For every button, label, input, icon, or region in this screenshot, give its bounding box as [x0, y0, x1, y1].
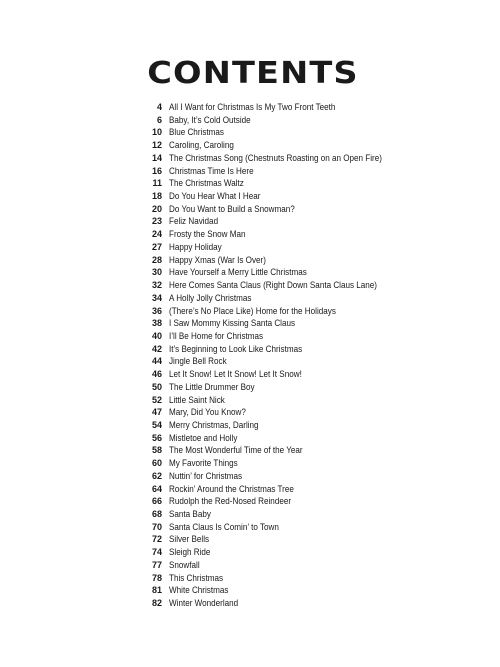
- toc-entry[interactable]: [140, 572, 406, 585]
- toc-song-title: Mistletoe and Holly: [169, 432, 238, 443]
- toc-page-number: 14: [151, 152, 162, 163]
- toc-song-title: Happy Xmas (War Is Over): [169, 254, 266, 265]
- toc-song-title: Have Yourself a Merry Little Christmas: [169, 267, 307, 278]
- toc-entry[interactable]: [140, 559, 406, 572]
- toc-song-title: Rockin’ Around the Christmas Tree: [169, 483, 294, 494]
- toc-page-number: 77: [151, 559, 162, 570]
- toc-page-number: 66: [151, 496, 162, 507]
- toc-song-title: Santa Baby: [169, 509, 211, 519]
- toc-entry[interactable]: [140, 152, 406, 165]
- toc-entry[interactable]: [140, 330, 406, 343]
- toc-song-title: Silver Bells: [169, 534, 210, 545]
- toc-song-title: The Most Wonderful Time of the Year: [169, 445, 303, 456]
- toc-entry[interactable]: [140, 419, 406, 432]
- toc-page-number: 12: [151, 140, 162, 151]
- toc-page-number: 78: [151, 572, 162, 583]
- page-title: CONTENTS: [147, 56, 359, 91]
- toc-page-number: 18: [151, 191, 162, 202]
- toc-page-number: 42: [151, 343, 162, 354]
- toc-entry[interactable]: [140, 254, 406, 267]
- toc-page-number: 58: [151, 445, 162, 456]
- toc-entry[interactable]: [140, 508, 406, 521]
- toc-page-number: 52: [151, 394, 162, 405]
- toc-song-title: This Christmas: [169, 572, 224, 583]
- toc-song-title: Let It Snow! Let It Snow! Let It Snow!: [169, 369, 302, 380]
- toc-song-title: Do You Hear What I Hear: [169, 191, 261, 202]
- toc-entry[interactable]: [140, 483, 406, 496]
- toc-page-number: 64: [151, 483, 162, 494]
- toc-song-title: Santa Claus Is Comin’ to Town: [169, 521, 279, 532]
- toc-song-title: The Christmas Song (Chestnuts Roasting on an Open Fire): [169, 152, 382, 163]
- toc-page-number: 60: [151, 458, 162, 469]
- toc-entry[interactable]: [140, 165, 406, 178]
- toc-page-number: 16: [151, 165, 162, 176]
- toc-entry[interactable]: [140, 355, 406, 368]
- toc-page-number: 62: [151, 470, 162, 481]
- toc-page-number: 20: [151, 203, 162, 214]
- toc-entry[interactable]: [140, 305, 406, 318]
- toc-entry[interactable]: [140, 241, 406, 254]
- toc-song-title: My Favorite Things: [169, 458, 238, 469]
- toc-entry[interactable]: [140, 228, 406, 241]
- toc-entry[interactable]: [140, 533, 406, 546]
- toc-song-title: Frosty the Snow Man: [169, 229, 246, 240]
- toc-page-number: 46: [151, 369, 162, 380]
- toc-entry[interactable]: [140, 546, 406, 559]
- toc-page-number: 6: [156, 114, 162, 125]
- toc-entry[interactable]: [140, 368, 406, 381]
- toc-song-title: Baby, It’s Cold Outside: [169, 114, 251, 125]
- toc-song-title: Snowfall: [169, 559, 200, 570]
- toc-song-title: White Christmas: [169, 585, 229, 596]
- toc-page-number: 36: [151, 305, 162, 316]
- toc-entry[interactable]: [140, 394, 406, 407]
- toc-entry[interactable]: [140, 457, 406, 470]
- toc-entry[interactable]: [140, 279, 406, 292]
- toc-page-number: 56: [151, 432, 162, 443]
- toc-entry[interactable]: [140, 126, 406, 139]
- toc-song-title: I Saw Mommy Kissing Santa Claus: [169, 318, 296, 329]
- toc-page-number: 10: [151, 127, 162, 138]
- toc-entry[interactable]: [140, 139, 406, 152]
- toc-song-title: All I Want for Christmas Is My Two Front Teeth: [169, 102, 336, 112]
- toc-page-number: 30: [151, 267, 162, 278]
- toc-entry[interactable]: [140, 597, 406, 610]
- toc-page-number: 24: [151, 229, 162, 240]
- toc-song-title: Rudolph the Red-Nosed Reindeer: [169, 496, 292, 507]
- toc-page-number: 72: [151, 534, 162, 545]
- toc-song-title: Caroling, Caroling: [169, 140, 234, 151]
- toc-song-title: Winter Wonderland: [169, 598, 239, 609]
- toc-song-title: (There’s No Place Like) Home for the Holidays: [169, 305, 336, 316]
- toc-entry[interactable]: [140, 266, 406, 279]
- toc-entry[interactable]: [140, 381, 406, 394]
- contents-list: [140, 101, 406, 610]
- toc-entry[interactable]: [140, 203, 406, 216]
- toc-entry[interactable]: [140, 114, 406, 127]
- toc-entry[interactable]: [140, 495, 406, 508]
- toc-song-title: Little Saint Nick: [169, 394, 225, 405]
- toc-song-title: It’s Beginning to Look Like Christmas: [169, 343, 303, 354]
- toc-entry[interactable]: [140, 317, 406, 330]
- toc-entry[interactable]: [140, 470, 406, 483]
- toc-song-title: A Holly Jolly Christmas: [169, 292, 252, 303]
- toc-entry[interactable]: [140, 584, 406, 597]
- toc-song-title: Christmas Time Is Here: [169, 165, 254, 176]
- toc-entry[interactable]: [140, 343, 406, 356]
- toc-page-number: 50: [151, 381, 162, 392]
- toc-entry[interactable]: [140, 432, 406, 445]
- toc-page-number: 32: [151, 280, 162, 291]
- toc-page-number: 82: [151, 598, 162, 609]
- toc-page-number: 28: [151, 254, 162, 265]
- toc-page-number: 44: [151, 356, 162, 367]
- toc-page-number: 81: [151, 585, 162, 596]
- toc-page-number: 27: [151, 241, 162, 252]
- toc-entry[interactable]: [140, 215, 406, 228]
- toc-song-title: Here Comes Santa Claus (Right Down Santa Claus Lane): [169, 280, 378, 291]
- toc-song-title: Blue Christmas: [169, 127, 224, 138]
- toc-entry[interactable]: [140, 292, 406, 305]
- toc-page-number: 38: [151, 318, 162, 329]
- toc-song-title: Mary, Did You Know?: [169, 407, 246, 418]
- toc-song-title: The Little Drummer Boy: [169, 381, 255, 392]
- toc-page-number: 4: [156, 102, 162, 112]
- toc-song-title: The Christmas Waltz: [169, 178, 244, 189]
- toc-entry[interactable]: [140, 177, 406, 190]
- toc-song-title: Nuttin’ for Christmas: [169, 470, 243, 481]
- toc-song-title: Happy Holiday: [169, 241, 222, 252]
- toc-page-number: 47: [151, 407, 162, 418]
- toc-entry[interactable]: [140, 190, 406, 203]
- toc-entry[interactable]: [140, 521, 406, 534]
- toc-page-number: 23: [151, 216, 162, 227]
- toc-entry[interactable]: [140, 101, 406, 114]
- toc-entry[interactable]: [140, 444, 406, 457]
- toc-page-number: 40: [151, 330, 162, 341]
- toc-page-number: 68: [151, 509, 162, 519]
- toc-song-title: Sleigh Ride: [169, 547, 211, 558]
- toc-page-number: 70: [151, 521, 162, 532]
- toc-song-title: Feliz Navidad: [169, 216, 219, 227]
- toc-page-number: 54: [151, 419, 162, 430]
- toc-song-title: Jingle Bell Rock: [169, 356, 227, 367]
- toc-song-title: Do You Want to Build a Snowman?: [169, 203, 295, 214]
- toc-song-title: I’ll Be Home for Christmas: [169, 330, 264, 341]
- toc-entry[interactable]: [140, 406, 406, 419]
- toc-page-number: 34: [151, 292, 162, 303]
- toc-page-number: 74: [151, 547, 162, 558]
- toc-page-number: 11: [152, 178, 162, 189]
- toc-song-title: Merry Christmas, Darling: [169, 419, 259, 430]
